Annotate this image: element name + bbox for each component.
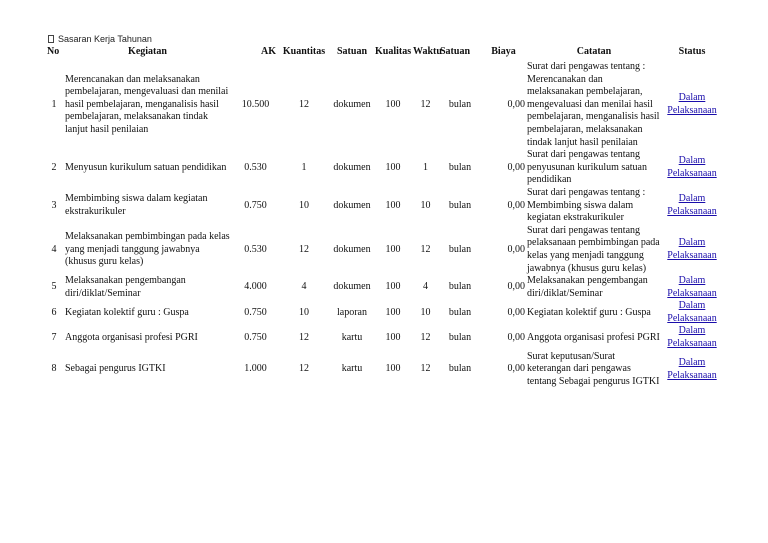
cell-kualitas: 100	[385, 306, 401, 318]
cell-biaya: 0,00	[507, 363, 525, 375]
cell-biaya: 0,00	[507, 243, 525, 255]
table-row	[46, 149, 722, 187]
cell-kegiatan: Sebagai pengurus IGTKI	[65, 363, 166, 375]
table-row	[46, 187, 722, 225]
cell-satuan: dokumen	[333, 281, 371, 293]
cell-kuantitas: 12	[299, 331, 309, 343]
cell-kualitas: 100	[385, 363, 401, 375]
header-kuantitas: Kuantitas	[282, 46, 326, 57]
cell-kuantitas: 10	[299, 306, 309, 318]
cell-no: 2	[51, 161, 57, 173]
cell-status	[662, 187, 722, 225]
status-link[interactable]: Dalam Pelaksanaan	[667, 325, 717, 350]
cell-kegiatan: Menyusun kurikulum satuan pendidikan	[65, 161, 227, 173]
cell-waktu: 10	[420, 199, 431, 211]
cell-kualitas: 100	[385, 243, 401, 255]
cell-ak: 0.750	[244, 199, 267, 211]
cell-waktu: 4	[423, 281, 428, 293]
cell-kegiatan: Melaksanakan pembimbingan pada kelas yang menjadi tanggung jawabnya (khusus guru kelas)	[65, 231, 230, 268]
cell-waktu: 12	[420, 243, 431, 255]
cell-kuantitas: 12	[299, 98, 309, 110]
cell-kegiatan: Kegiatan kolektif guru : Guspa	[65, 306, 189, 318]
status-link[interactable]: Dalam Pelaksanaan	[667, 193, 717, 217]
cell-no: 7	[51, 331, 57, 343]
cell-kuantitas: 12	[299, 363, 309, 375]
cell-satuan: dokumen	[333, 243, 371, 255]
cell-no: 6	[51, 306, 57, 318]
cell-ak: 10.500	[241, 98, 270, 110]
cell-biaya: 0,00	[507, 98, 525, 110]
cell-waktu: 12	[420, 331, 431, 343]
cell-no: 5	[51, 281, 57, 293]
cell-catatan: Surat dari pengawas tentang : Merencanakan dan melaksanakan pembelajaran, mengevaluasi dan menilai hasil pembelajaran, menganalisis hasil pembelajaran, melaksanakan tindak lanjut hasil penilaian	[527, 61, 660, 148]
header-biaya: Biaya	[491, 46, 516, 57]
table-header-row	[46, 46, 722, 61]
table-row	[46, 300, 722, 325]
cell-status	[662, 149, 722, 187]
cell-no: 8	[51, 363, 57, 375]
header-status: Status	[678, 46, 706, 57]
table-row	[46, 325, 722, 350]
cell-kegiatan: Anggota organisasi profesi PGRI	[65, 331, 198, 343]
cell-kegiatan: Melaksanakan pengembangan diri/diklat/Seminar	[65, 275, 186, 299]
cell-kuantitas: 10	[299, 199, 309, 211]
cell-biaya: 0,00	[507, 331, 525, 343]
status-link[interactable]: Dalam Pelaksanaan	[667, 356, 717, 381]
header-catatan: Catatan	[576, 46, 612, 57]
cell-waktu: 10	[420, 306, 431, 318]
cell-status	[662, 325, 722, 350]
cell-satuan: dokumen	[333, 161, 371, 173]
cell-biaya: 0,00	[507, 306, 525, 318]
cell-waktu: 12	[420, 363, 431, 375]
cell-no: 1	[51, 98, 57, 110]
table-row	[46, 225, 722, 275]
cell-catatan: Melaksanakan pengembangan diri/diklat/Seminar	[527, 275, 648, 299]
status-link[interactable]: Dalam Pelaksanaan	[667, 275, 717, 299]
cell-waktu-satuan: bulan	[448, 281, 472, 293]
cell-status	[662, 300, 722, 325]
cell-waktu-satuan: bulan	[448, 363, 472, 375]
cell-waktu: 1	[423, 161, 428, 173]
sasaran-kerja-table	[46, 46, 722, 388]
cell-ak: 0.750	[244, 306, 267, 318]
cell-biaya: 0,00	[507, 199, 525, 211]
table-row	[46, 61, 722, 149]
cell-kualitas: 100	[385, 161, 401, 173]
header-ak: AK	[261, 46, 276, 57]
cell-ak: 0.750	[244, 331, 267, 343]
cell-kualitas: 100	[385, 199, 401, 211]
checkbox-icon	[48, 35, 54, 43]
cell-biaya: 0,00	[507, 161, 525, 173]
cell-waktu: 12	[420, 98, 431, 110]
header-waktu-satuan: Satuan	[440, 46, 471, 57]
cell-kuantitas: 4	[301, 281, 307, 293]
cell-ak: 4.000	[244, 281, 267, 293]
cell-status	[662, 61, 722, 149]
status-link[interactable]: Dalam Pelaksanaan	[667, 155, 717, 180]
cell-kualitas: 100	[385, 98, 401, 110]
cell-waktu-satuan: bulan	[448, 331, 472, 343]
header-waktu: Waktu	[413, 46, 442, 57]
cell-catatan: Surat dari pengawas tentang : Membimbing siswa dalam kegiatan ekstrakurikuler	[527, 186, 646, 224]
cell-status	[662, 225, 722, 275]
cell-kualitas: 100	[385, 281, 401, 293]
cell-biaya: 0,00	[507, 281, 525, 293]
status-link[interactable]: Dalam Pelaksanaan	[667, 92, 717, 117]
cell-ak: 1.000	[244, 363, 267, 375]
header-kualitas: Kualitas	[375, 46, 412, 57]
cell-no: 3	[51, 199, 57, 211]
table-caption	[48, 34, 152, 44]
cell-waktu-satuan: bulan	[448, 98, 472, 110]
cell-catatan: Anggota organisasi profesi PGRI	[527, 331, 660, 343]
header-kegiatan: Kegiatan	[128, 46, 167, 57]
cell-ak: 0.530	[244, 243, 267, 255]
cell-catatan: Surat dari pengawas tentang pelaksanaan pembimbingan pada kelas yang menjadi tanggung jawabnya (khusus guru kelas)	[527, 224, 660, 274]
cell-satuan: kartu	[341, 331, 363, 343]
cell-no: 4	[51, 243, 57, 255]
table-row	[46, 275, 722, 300]
cell-kuantitas: 12	[299, 243, 309, 255]
status-link[interactable]: Dalam Pelaksanaan	[667, 300, 717, 324]
cell-catatan: Surat keputusan/Surat keterangan dari pengawas tentang Sebagai pengurus IGTKI	[527, 350, 660, 387]
cell-kegiatan: Membimbing siswa dalam kegiatan ekstrakurikuler	[65, 193, 208, 217]
table-row	[46, 351, 722, 389]
cell-status	[662, 275, 722, 300]
cell-catatan: Kegiatan kolektif guru : Guspa	[527, 306, 651, 318]
cell-waktu-satuan: bulan	[448, 161, 472, 173]
header-satuan: Satuan	[336, 46, 367, 57]
cell-status	[662, 351, 722, 389]
cell-kualitas: 100	[385, 331, 401, 343]
table-body	[46, 61, 722, 388]
cell-waktu-satuan: bulan	[448, 243, 472, 255]
header-no: No	[47, 46, 60, 57]
cell-ak: 0.530	[244, 161, 267, 173]
cell-waktu-satuan: bulan	[448, 306, 472, 318]
cell-satuan: laporan	[337, 306, 367, 318]
cell-satuan: dokumen	[333, 98, 371, 110]
status-link[interactable]: Dalam Pelaksanaan	[667, 237, 717, 261]
cell-satuan: dokumen	[333, 199, 371, 211]
cell-kegiatan: Merencanakan dan melaksanakan pembelajaran, mengevaluasi dan menilai hasil pembelajaran, menganalisis hasil pembelajaran, melaksanakan tindak lanjut hasil penilaian	[65, 73, 229, 135]
cell-waktu-satuan: bulan	[448, 199, 472, 211]
cell-kuantitas: 1	[301, 161, 307, 173]
cell-satuan: kartu	[341, 363, 363, 375]
cell-catatan: Surat dari pengawas tentang penyusunan kurikulum satuan pendidikan	[527, 149, 647, 186]
caption-text: Sasaran Kerja Tahunan	[58, 34, 152, 44]
